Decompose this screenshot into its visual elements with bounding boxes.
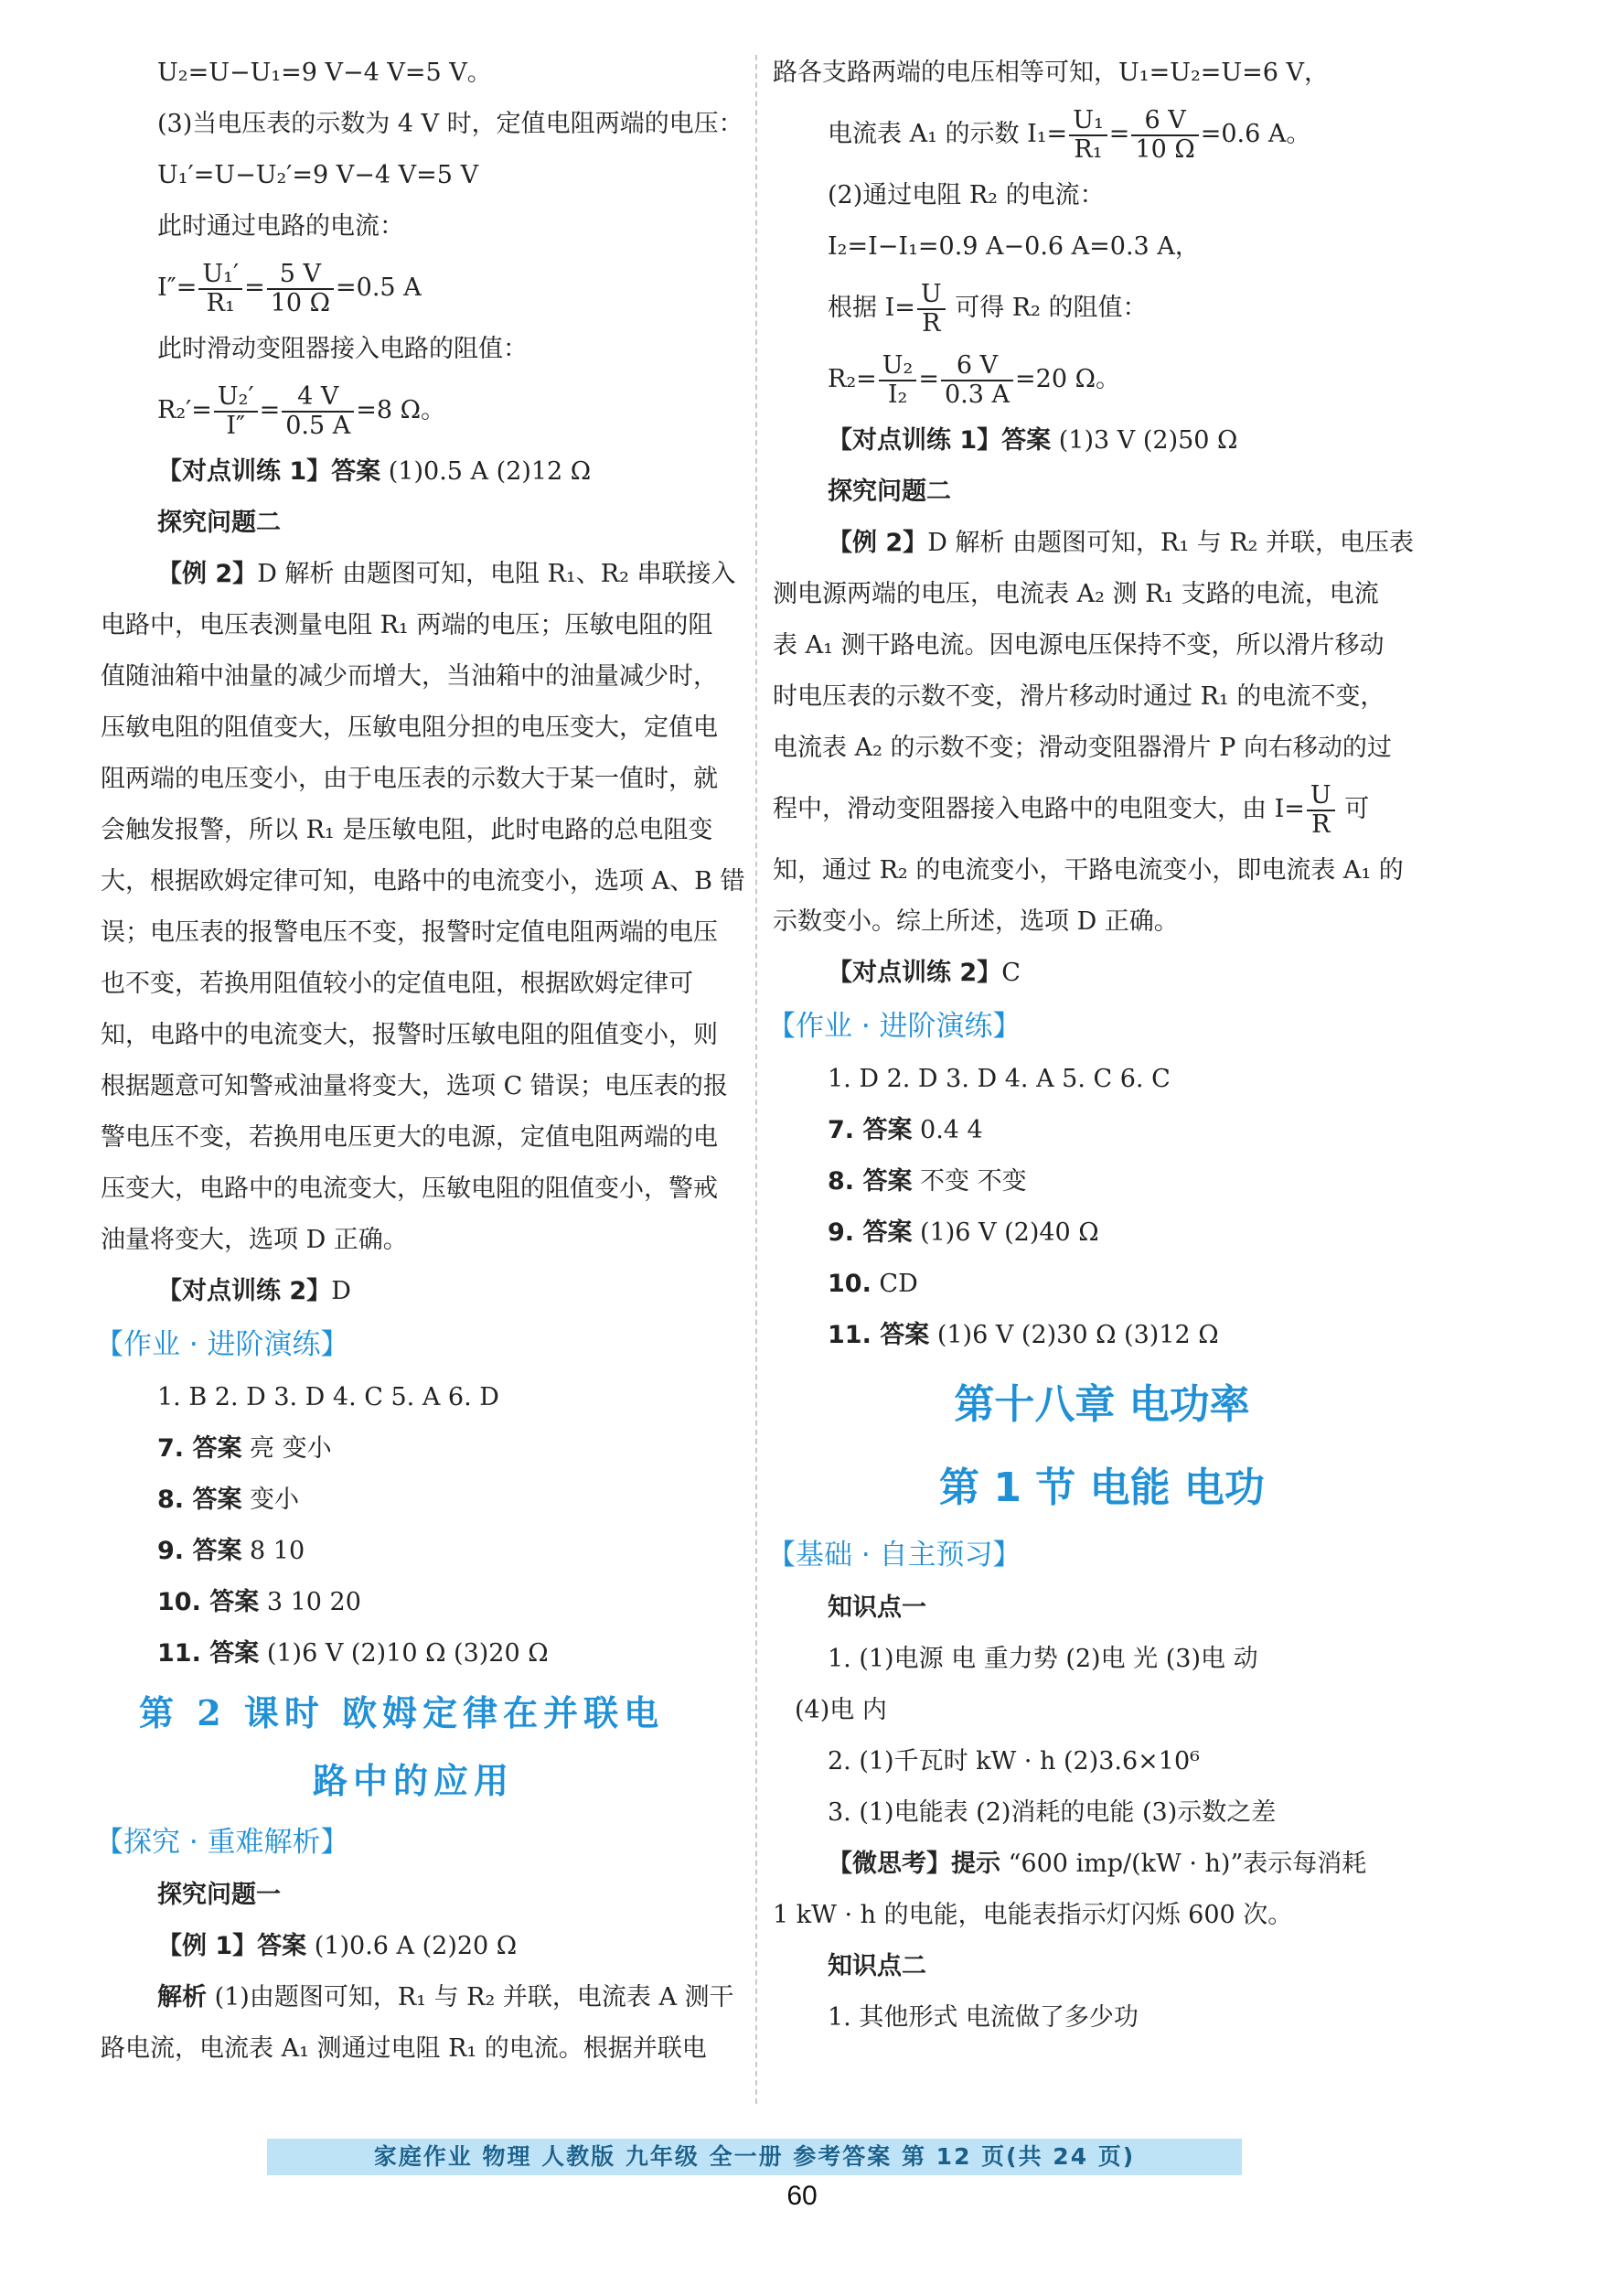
chapter-title: 第十八章 电功率 bbox=[954, 1381, 1250, 1428]
footer-banner: 家庭作业 物理 人教版 九年级 全一册 参考答案 第 12 页(共 24 页) bbox=[267, 2139, 1242, 2175]
text-line: 知，电路中的电流变大，报警时压敏电阻的阻值变小，则 bbox=[101, 1021, 718, 1049]
formula-ohm: 根据 I= $\frac{U}{R}$ 可得 R₂ 的阻值： bbox=[828, 279, 1148, 338]
section-heading: 【作业 · 进阶演练】 bbox=[767, 1010, 1021, 1043]
fraction: $\frac{6 V}{10 \Omega}$ bbox=[1131, 107, 1198, 164]
answer-line: 【对点训练 1】答案 (1)3 V (2)50 Ω bbox=[828, 426, 1238, 455]
fraction: $\frac{\text{U₂′}}{I''}$ bbox=[214, 383, 258, 440]
formula-resistance: R₂′= $\frac{\text{U₂′}}{I''}$ = $\frac{4 V}{0.5 A}$ =8 Ω。 bbox=[157, 381, 446, 440]
text-line: U₂=U−U₁=9 V−4 V=5 V。 bbox=[157, 59, 492, 87]
text-line: (3)当电压表的示数为 4 V 时，定值电阻两端的电压： bbox=[157, 110, 743, 138]
text-line: 示数变小。综上所述，选项 D 正确。 bbox=[773, 907, 1179, 936]
text-line: 根据题意可知警戒油量将变大，选项 C 错误；电压表的报 bbox=[101, 1072, 728, 1100]
example-line: 【例 2】D 解析 由题图可知，电阻 R₁、R₂ 串联接入 bbox=[157, 560, 736, 588]
text-line: 路电流，电流表 A₁ 测通过电阻 R₁ 的电流。根据并联电 bbox=[101, 2034, 707, 2063]
answer-line: 11. 答案 (1)6 V (2)10 Ω (3)20 Ω bbox=[157, 1639, 549, 1668]
fraction: $\frac{\text{U₁′}}{\text{R₁}}$ bbox=[198, 261, 242, 317]
answer-line: 11. 答案 (1)6 V (2)30 Ω (3)12 Ω bbox=[828, 1321, 1219, 1349]
subheading: 探究问题二 bbox=[157, 509, 281, 537]
text-line: 电路中，电压表测量电阻 R₁ 两端的电压；压敏电阻的阻 bbox=[101, 611, 713, 639]
fraction: $\frac{\text{U₂}}{\text{I₂}}$ bbox=[879, 352, 917, 409]
text-line: 会触发报警，所以 R₁ 是压敏电阻，此时电路的总电阻变 bbox=[101, 816, 713, 844]
text-line: 此时通过电路的电流： bbox=[157, 212, 404, 241]
text-line: 也不变，若换用阻值较小的定值电阻，根据欧姆定律可 bbox=[101, 970, 693, 998]
text-line: 压敏电阻的阻值变大，压敏电阻分担的电压变大，定值电 bbox=[101, 713, 718, 742]
text-line: (2)通过电阻 R₂ 的电流： bbox=[828, 181, 1105, 209]
section-heading: 【作业 · 进阶演练】 bbox=[95, 1328, 349, 1361]
formula-resistance: R₂= $\frac{\text{U₂}}{\text{I₂}}$ = $\frac{6 V}{0.3 A}$ =20 Ω。 bbox=[828, 350, 1120, 409]
answer-line: 10. 答案 3 10 20 bbox=[157, 1588, 361, 1616]
answer-line: 7. 答案 亮 变小 bbox=[157, 1434, 332, 1463]
text-line: 知，通过 R₂ 的电流变小，干路电流变小，即电流表 A₁ 的 bbox=[773, 856, 1404, 885]
section-title: 第 1 节 电能 电功 bbox=[939, 1465, 1265, 1511]
text-line: U₁′=U−U₂′=9 V−4 V=5 V bbox=[157, 161, 479, 189]
fraction: $\frac{5 V}{10 \Omega}$ bbox=[267, 261, 334, 317]
lesson-title: 第 2 课时 欧姆定律在并联电 bbox=[139, 1692, 665, 1733]
text-line: 电流表 A₂ 的示数不变；滑动变阻器滑片 P 向右移动的过 bbox=[773, 734, 1392, 762]
answer-line: 【例 1】答案 (1)0.6 A (2)20 Ω bbox=[157, 1932, 518, 1960]
section-heading: 【探究 · 重难解析】 bbox=[95, 1826, 349, 1859]
answer-line: 10. CD bbox=[828, 1270, 918, 1298]
formula-current: 电流表 A₁ 的示数 I₁= $\frac{\text{U₁}}{\text{R₁}}$ = $\frac{6 V}{10 \Omega}$ =0.6 A。 bbox=[828, 105, 1311, 164]
fraction: $\frac{U}{R}$ bbox=[1307, 782, 1335, 839]
section-heading: 【基础 · 自主预习】 bbox=[767, 1539, 1021, 1572]
formula-current: I″= $\frac{\text{U₁′}}{\text{R₁}}$ = $\frac{5 V}{10 \Omega}$ =0.5 A bbox=[157, 259, 422, 317]
text-line: 表 A₁ 测干路电流。因电源电压保持不变，所以滑片移动 bbox=[773, 631, 1385, 660]
text-line: 路各支路两端的电压相等可知，U₁=U₂=U=6 V， bbox=[773, 59, 1330, 87]
fraction: $\frac{\text{U₁}}{\text{R₁}}$ bbox=[1069, 107, 1107, 164]
subheading: 探究问题二 bbox=[828, 477, 951, 506]
answer-line: 【对点训练 2】C bbox=[828, 959, 1021, 987]
text-line: 值随油箱中油量的减少而增大，当油箱中的油量减少时， bbox=[101, 662, 718, 691]
answer-line: 8. 答案 不变 不变 bbox=[828, 1167, 1027, 1196]
answer-line: 1. (1)电源 电 重力势 (2)电 光 (3)电 动 bbox=[828, 1645, 1258, 1673]
answer-line: 7. 答案 0.4 4 bbox=[828, 1116, 983, 1144]
left-column bbox=[95, 48, 745, 2075]
text-line: I₂=I−I₁=0.9 A−0.6 A=0.3 A， bbox=[828, 232, 1200, 261]
subheading: 探究问题一 bbox=[157, 1881, 281, 1909]
answer-line: 1. D 2. D 3. D 4. A 5. C 6. C bbox=[828, 1065, 1171, 1093]
text-line: 阻两端的电压变小，由于电压表的示数大于某一值时，就 bbox=[101, 765, 718, 793]
answer-line: 9. 答案 (1)6 V (2)40 Ω bbox=[828, 1218, 1099, 1247]
text-line: 此时滑动变阻器接入电路的阻值： bbox=[157, 335, 528, 363]
example-line: 【例 2】D 解析 由题图可知，R₁ 与 R₂ 并联，电压表 bbox=[828, 529, 1415, 557]
text-line: 1 kW · h 的电能，电能表指示灯闪烁 600 次。 bbox=[773, 1901, 1293, 1929]
text-line: 测电源两端的电压，电流表 A₂ 测 R₁ 支路的电流，电流 bbox=[773, 580, 1379, 608]
text-line: 解析 (1)由题图可知，R₁ 与 R₂ 并联，电流表 A 测干 bbox=[157, 1983, 734, 2012]
answer-line: 2. (1)千瓦时 kW · h (2)3.6×10⁶ bbox=[828, 1747, 1200, 1776]
answer-line: 9. 答案 8 10 bbox=[157, 1537, 305, 1565]
answer-line: 3. (1)电能表 (2)消耗的电能 (3)示数之差 bbox=[828, 1798, 1277, 1827]
text-line: 误；电压表的报警电压不变，报警时定值电阻两端的电压 bbox=[101, 918, 718, 947]
answer-line: (4)电 内 bbox=[795, 1696, 887, 1724]
answer-line: 【对点训练 1】答案 (1)0.5 A (2)12 Ω bbox=[157, 457, 592, 486]
right-column bbox=[767, 48, 1431, 2044]
formula-line: 程中，滑动变阻器接入电路中的电阻变大，由 I= $\frac{U}{R}$ 可 bbox=[773, 780, 1370, 839]
text-line: 警电压不变，若换用电压更大的电源，定值电阻两端的电 bbox=[101, 1123, 718, 1152]
think-line: 【微思考】提示 “600 imp/(kW · h)”表示每消耗 bbox=[828, 1850, 1367, 1878]
answer-line: 1. 其他形式 电流做了多少功 bbox=[828, 2003, 1139, 2032]
page-number: 60 bbox=[786, 2181, 818, 2211]
answer-line: 8. 答案 变小 bbox=[157, 1486, 300, 1514]
answer-line: 1. B 2. D 3. D 4. C 5. A 6. D bbox=[157, 1383, 499, 1411]
column-divider bbox=[755, 55, 757, 2104]
text-line: 油量将变大，选项 D 正确。 bbox=[101, 1226, 408, 1254]
fraction: $\frac{U}{R}$ bbox=[917, 281, 946, 338]
text-line: 大，根据欧姆定律可知，电路中的电流变小，选项 A、B 错 bbox=[101, 867, 745, 896]
subheading: 知识点一 bbox=[828, 1593, 926, 1622]
fraction: $\frac{4 V}{0.5 A}$ bbox=[282, 383, 354, 440]
answer-line: 【对点训练 2】D bbox=[157, 1277, 351, 1305]
fraction: $\frac{6 V}{0.3 A}$ bbox=[941, 352, 1013, 409]
text-line: 时电压表的示数不变，滑片移动时通过 R₁ 的电流不变， bbox=[773, 682, 1385, 711]
lesson-title: 路中的应用 bbox=[313, 1760, 515, 1801]
subheading: 知识点二 bbox=[828, 1952, 926, 1980]
text-line: 压变大，电路中的电流变大，压敏电阻的阻值变小，警戒 bbox=[101, 1175, 718, 1203]
